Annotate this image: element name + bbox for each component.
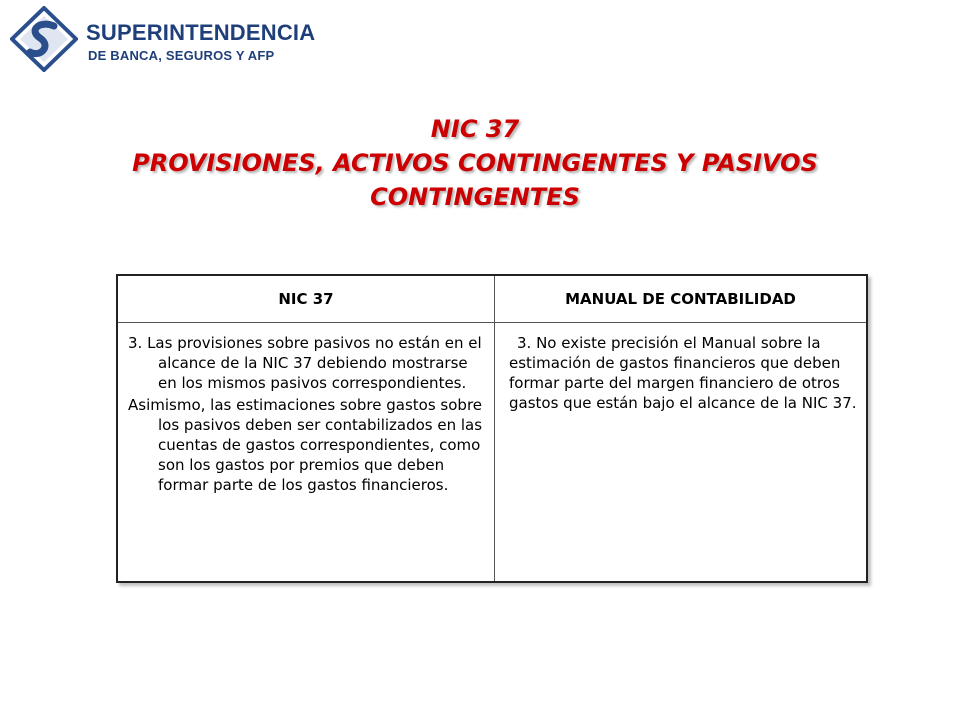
page-title-line-2: PROVISIONES, ACTIVOS CONTINGENTES Y PASIVOS (132, 149, 818, 177)
manual-paragraph-1: 3. No existe precisión el Manual sobre la estimación de gastos financieros que deben formar parte del margen financiero de otros gastos que están bajo el alcance de la NIC 37. (509, 334, 857, 412)
page-title-line-1: NIC 37 (430, 115, 520, 143)
table-header-row (117, 275, 867, 323)
cell-manual (495, 323, 868, 583)
page-title-line-3: CONTINGENTES (370, 183, 580, 211)
superintendencia-logo (10, 6, 316, 72)
nic37-paragraph-2: Asimismo, las estimaciones sobre gastos sobre los pasivos deben ser contabilizados en las cuentas de gastos correspondientes, como son los gastos por premios que deben formar parte de los gastos financieros. (128, 396, 483, 494)
header-manual-contabilidad: MANUAL DE CONTABILIDAD (495, 275, 868, 323)
comparison-table (116, 274, 868, 583)
logo-subtitle: DE BANCA, SEGUROS Y AFP (88, 48, 275, 63)
superintendencia-emblem-icon (10, 6, 78, 72)
header-nic37: NIC 37 (117, 275, 495, 323)
table-row (117, 323, 867, 583)
logo-title: SUPERINTENDENCIA (86, 20, 316, 45)
nic37-paragraph-1: 3. Las provisiones sobre pasivos no están en el alcance de la NIC 37 debiendo mostrarse en los mismos pasivos correspondientes. (128, 334, 482, 392)
cell-nic37 (117, 323, 495, 583)
